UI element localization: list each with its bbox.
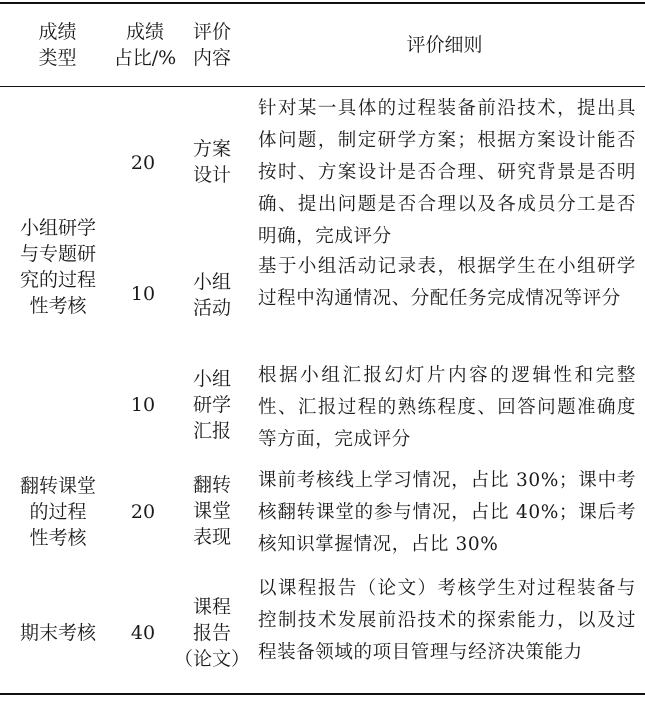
rules-cell: 根据小组汇报幻灯片内容的逻辑性和完整性、汇报过程的熟练程度、回答问题准确度等方面，完成评分 <box>258 365 636 450</box>
ratio-cell: 20 <box>130 152 156 174</box>
ratio-cell: 10 <box>130 283 156 305</box>
ratio-cell: 10 <box>130 394 156 416</box>
ratio-cell: 20 <box>130 501 156 523</box>
content-cell: 方案 设计 <box>192 138 231 186</box>
rules-cell: 以课程报告（论文）考核学生对过程装备与控制技术发展前沿技术的探索能力，以及过程装备领域的项目管理与经济决策能力 <box>258 578 636 663</box>
rules-cell: 基于小组活动记录表，根据学生在小组研学过程中沟通情况、分配任务完成情况等评分 <box>258 256 636 309</box>
content-cell: 课程 报告 （论文） <box>173 596 250 670</box>
group-type-cell: 小组研学 与专题研 究的过程 性考核 <box>19 217 96 317</box>
table-header-rule <box>0 86 645 87</box>
content-cell: 小组 活动 <box>192 271 231 319</box>
header-grade-ratio: 成绩 占比/% <box>113 21 177 69</box>
rules-cell: 针对某一具体的过程装备前沿技术，提出具体问题，制定研学方案；根据方案设计能否按时、方案设计是否合理、研究背景是否明确、提出问题是否合理以及各成员分工是否明确，完成评分 <box>258 98 636 247</box>
header-grade-type: 成绩 类型 <box>38 21 77 69</box>
group-type-cell: 翻转课堂 的过程 性考核 <box>19 475 96 549</box>
rules-cell: 课前考核线上学习情况，占比 30%；课中考核翻转课堂的参与情况，占比 40%；课后考核知识掌握情况，占比 30% <box>258 470 636 555</box>
content-cell: 小组 研学 汇报 <box>192 368 231 442</box>
header-eval-rules: 评价细则 <box>406 34 483 56</box>
table-top-rule <box>0 2 645 4</box>
header-eval-content: 评价 内容 <box>192 21 231 69</box>
content-cell: 翻转 课堂 表现 <box>192 474 231 548</box>
ratio-cell: 40 <box>130 622 156 644</box>
group-type-cell: 期末考核 <box>19 622 96 644</box>
